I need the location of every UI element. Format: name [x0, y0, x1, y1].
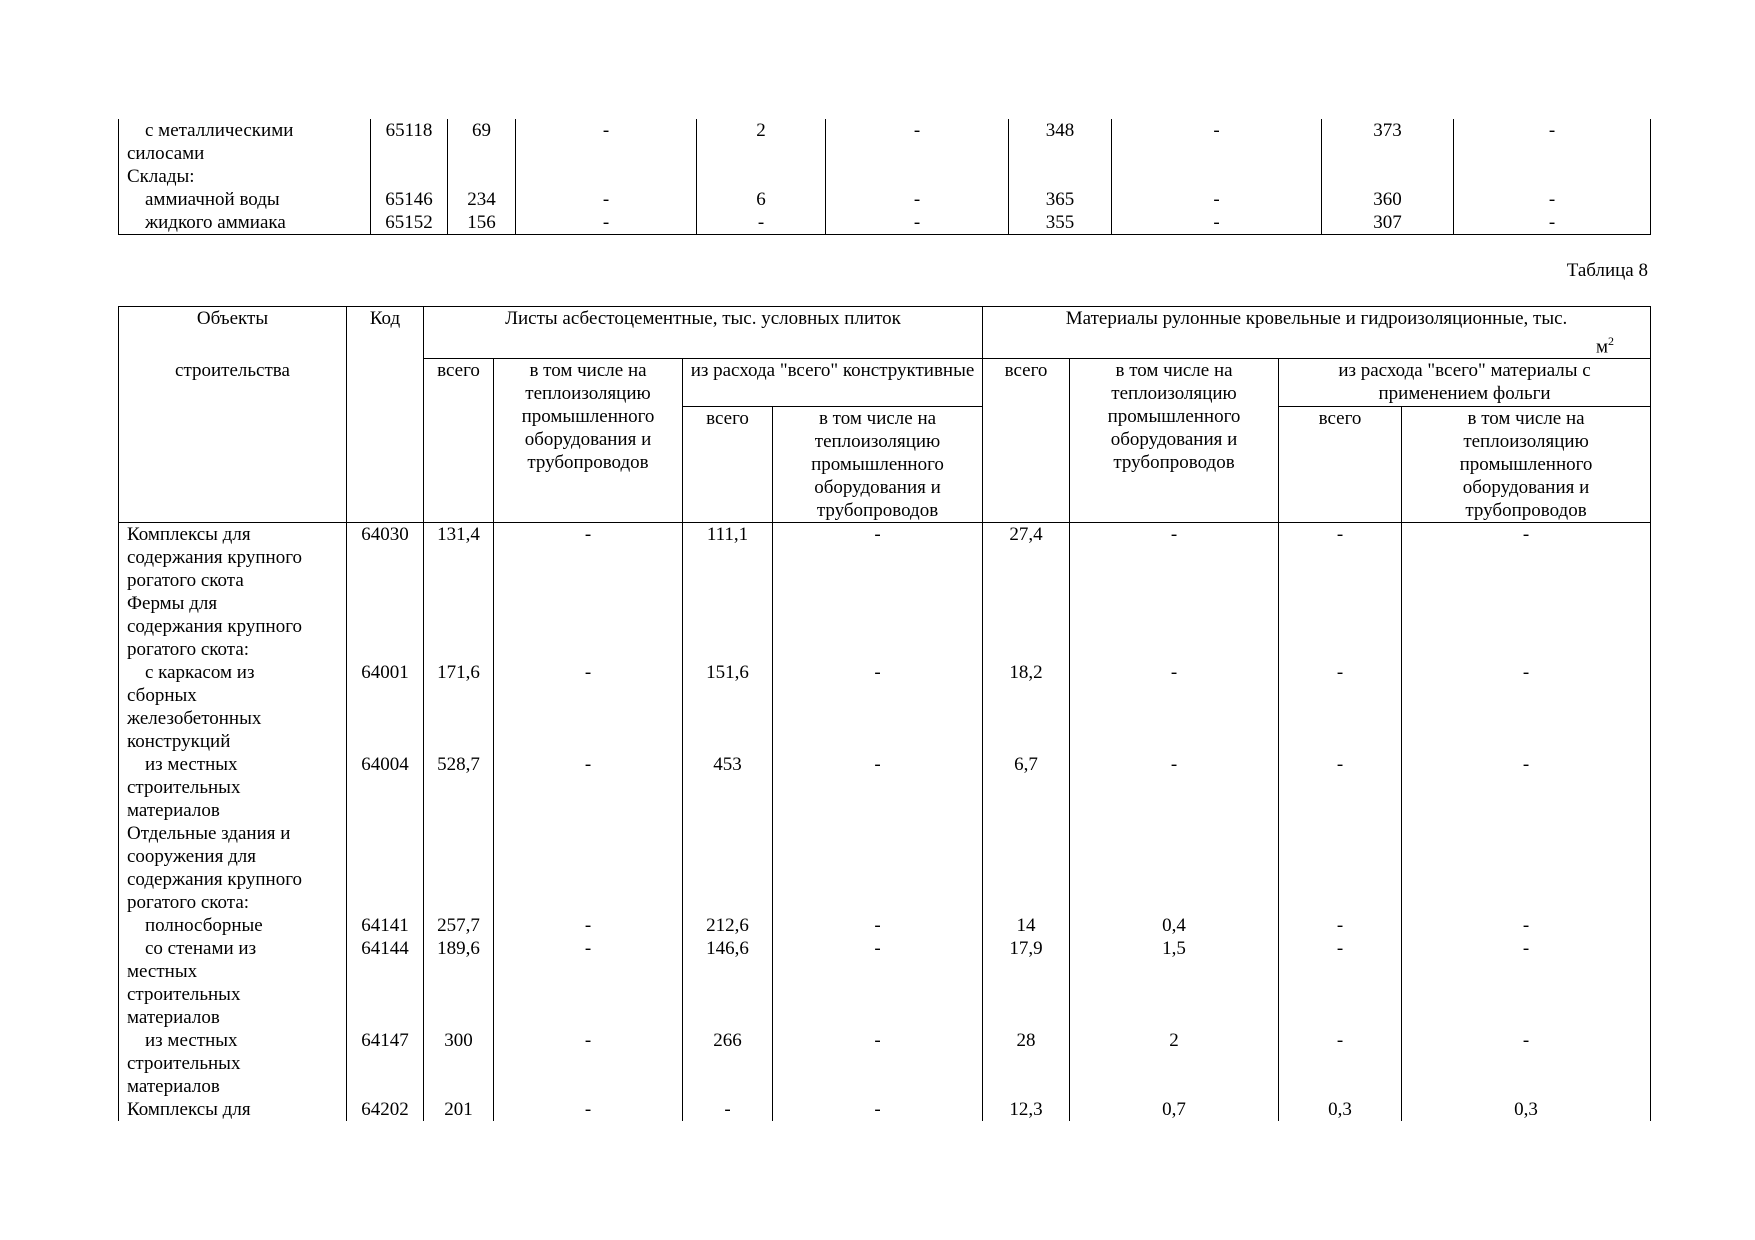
value-cell [516, 165, 697, 188]
value-cell: - [494, 937, 683, 1029]
value-cell [494, 592, 683, 661]
value-cell: 1,5 [1070, 937, 1279, 1029]
value-cell: 14 [983, 914, 1070, 937]
value-cell: 201 [424, 1098, 494, 1121]
value-cell: 146,6 [683, 937, 773, 1029]
value-cell: 355 [1009, 211, 1112, 235]
value-cell: 6,7 [983, 753, 1070, 822]
value-cell [1402, 822, 1651, 914]
object-name: со стенами из местных строительных материалов [119, 937, 347, 1029]
value-cell [448, 165, 516, 188]
value-cell: - [773, 1098, 983, 1121]
value-cell: - [1402, 937, 1651, 1029]
value-cell: 453 [683, 753, 773, 822]
value-cell: 27,4 [983, 523, 1070, 593]
value-cell: 151,6 [683, 661, 773, 753]
value-cell: - [683, 1098, 773, 1121]
value-cell [1112, 165, 1322, 188]
value-cell [773, 592, 983, 661]
value-cell [1070, 822, 1279, 914]
value-cell: 18,2 [983, 661, 1070, 753]
value-cell: - [1112, 211, 1322, 235]
header-g2-sub-insulation: в том числе на теплоизоляцию промышленного оборудования и трубопроводов [1402, 407, 1651, 523]
value-cell: - [1112, 119, 1322, 165]
value-cell: - [1402, 1029, 1651, 1098]
value-cell: 69 [448, 119, 516, 165]
value-cell: 365 [1009, 188, 1112, 211]
value-cell: - [773, 1029, 983, 1098]
value-cell: - [516, 188, 697, 211]
header-g1-constructive: из расхода "всего" конструктивные [683, 359, 983, 407]
code-cell: 65152 [371, 211, 448, 235]
header-g2-foil: из расхода "всего" материалы с применением фольги [1279, 359, 1651, 407]
table-row [119, 661, 1651, 753]
value-cell: 266 [683, 1029, 773, 1098]
value-cell [683, 592, 773, 661]
value-cell: 0,7 [1070, 1098, 1279, 1121]
value-cell: 212,6 [683, 914, 773, 937]
value-cell: - [516, 211, 697, 235]
value-cell: 300 [424, 1029, 494, 1098]
value-cell [1009, 165, 1112, 188]
header-g1-insulation: в том числе на теплоизоляцию промышленного оборудования и трубопроводов [494, 359, 683, 523]
table-caption: Таблица 8 [1566, 260, 1648, 281]
value-cell [1279, 592, 1402, 661]
object-name: полносборные [119, 914, 347, 937]
value-cell: - [1454, 119, 1651, 165]
value-cell [983, 822, 1070, 914]
value-cell: - [826, 119, 1009, 165]
table-row [119, 523, 1651, 593]
value-cell: - [494, 753, 683, 822]
value-cell: - [773, 523, 983, 593]
value-cell: - [1070, 753, 1279, 822]
value-cell: - [516, 119, 697, 165]
object-name: Фермы для содержания крупного рогатого скота: [119, 592, 347, 661]
value-cell: 360 [1322, 188, 1454, 211]
code-cell: 64004 [347, 753, 424, 822]
code-cell: 64030 [347, 523, 424, 593]
value-cell: 17,9 [983, 937, 1070, 1029]
value-cell: - [494, 523, 683, 593]
header-g1-sub-insulation: в том числе на теплоизоляцию промышленного оборудования и трубопроводов [773, 407, 983, 523]
object-name: с каркасом из сборных железобетонных конструкций [119, 661, 347, 753]
value-cell: - [1070, 661, 1279, 753]
object-name: из местных строительных материалов [119, 753, 347, 822]
table-row [119, 753, 1651, 822]
code-cell [347, 592, 424, 661]
table-row [119, 592, 1651, 661]
header-objects-2: строительства [119, 359, 347, 523]
value-cell: 156 [448, 211, 516, 235]
value-cell: - [773, 914, 983, 937]
value-cell: 111,1 [683, 523, 773, 593]
header-objects: Объекты [119, 307, 347, 359]
code-cell [347, 822, 424, 914]
value-cell: - [1279, 753, 1402, 822]
value-cell: - [494, 914, 683, 937]
table-row [119, 914, 1651, 937]
value-cell [683, 822, 773, 914]
object-name: Отдельные здания и сооружения для содержания крупного рогатого скота: [119, 822, 347, 914]
header-g1-sub-total: всего [683, 407, 773, 523]
value-cell: - [1279, 937, 1402, 1029]
value-cell: - [697, 211, 826, 235]
value-cell: 2 [1070, 1029, 1279, 1098]
table-8 [118, 306, 1651, 1121]
table-continuation-body [119, 119, 1651, 235]
value-cell: 2 [697, 119, 826, 165]
value-cell [494, 822, 683, 914]
value-cell [983, 592, 1070, 661]
value-cell: - [1402, 914, 1651, 937]
table-continuation [118, 119, 1651, 235]
code-cell: 64141 [347, 914, 424, 937]
value-cell: - [494, 1029, 683, 1098]
table-8-body [119, 523, 1651, 1122]
value-cell [697, 165, 826, 188]
code-cell: 64144 [347, 937, 424, 1029]
header-g1-total: всего [424, 359, 494, 523]
code-cell: 64147 [347, 1029, 424, 1098]
value-cell [1322, 165, 1454, 188]
value-cell: - [1402, 753, 1651, 822]
object-name: Склады: [119, 165, 371, 188]
value-cell [826, 165, 1009, 188]
code-cell: 65146 [371, 188, 448, 211]
code-cell: 65118 [371, 119, 448, 165]
table-8-header [119, 307, 1651, 523]
value-cell: 528,7 [424, 753, 494, 822]
header-roll-materials-unit: $м^2$ [1596, 334, 1615, 358]
value-cell: - [1454, 211, 1651, 235]
value-cell: - [826, 188, 1009, 211]
object-name: Комплексы для содержания крупного рогатого скота [119, 523, 347, 593]
value-cell [424, 592, 494, 661]
value-cell: - [1070, 523, 1279, 593]
table-row [119, 211, 1651, 235]
value-cell: 257,7 [424, 914, 494, 937]
value-cell [1279, 822, 1402, 914]
header-code-empty [347, 359, 424, 523]
value-cell: 6 [697, 188, 826, 211]
object-name: Комплексы для [119, 1098, 347, 1121]
header-g2-total: всего [983, 359, 1070, 523]
value-cell: 171,6 [424, 661, 494, 753]
value-cell [424, 822, 494, 914]
value-cell: 131,4 [424, 523, 494, 593]
table-row [119, 188, 1651, 211]
table-row [119, 937, 1651, 1029]
header-roll-materials-text: Материалы рулонные кровельные и гидроизоляционные, тыс. [1065, 308, 1568, 329]
header-asbestos-sheets: Листы асбестоцементные, тыс. условных плиток [424, 307, 983, 359]
header-g2-sub-total: всего [1279, 407, 1402, 523]
table-row [119, 119, 1651, 165]
value-cell: - [1279, 1029, 1402, 1098]
value-cell: 0,3 [1279, 1098, 1402, 1121]
value-cell: 12,3 [983, 1098, 1070, 1121]
code-cell: 64202 [347, 1098, 424, 1121]
table-row [119, 1098, 1651, 1121]
value-cell: 234 [448, 188, 516, 211]
header-roll-materials [983, 307, 1651, 359]
table-row [119, 165, 1651, 188]
value-cell: - [773, 753, 983, 822]
object-name: из местных строительных материалов [119, 1029, 347, 1098]
table-row [119, 1029, 1651, 1098]
value-cell: - [826, 211, 1009, 235]
object-name: жидкого аммиака [119, 211, 371, 235]
table-row [119, 822, 1651, 914]
value-cell: 0,3 [1402, 1098, 1651, 1121]
value-cell: - [494, 661, 683, 753]
value-cell: 373 [1322, 119, 1454, 165]
value-cell: - [1402, 661, 1651, 753]
value-cell [1402, 592, 1651, 661]
object-name: с металлическими силосами [119, 119, 371, 165]
value-cell: - [1112, 188, 1322, 211]
value-cell: - [1279, 914, 1402, 937]
value-cell: - [1454, 188, 1651, 211]
code-cell: 64001 [347, 661, 424, 753]
code-cell [371, 165, 448, 188]
value-cell: 348 [1009, 119, 1112, 165]
value-cell: 28 [983, 1029, 1070, 1098]
value-cell [1454, 165, 1651, 188]
value-cell: 0,4 [1070, 914, 1279, 937]
value-cell: - [1402, 523, 1651, 593]
value-cell: 189,6 [424, 937, 494, 1029]
header-g2-insulation: в том числе на теплоизоляцию промышленного оборудования и трубопроводов [1070, 359, 1279, 523]
value-cell: - [494, 1098, 683, 1121]
value-cell: 307 [1322, 211, 1454, 235]
header-code: Код [347, 307, 424, 359]
value-cell [1070, 592, 1279, 661]
value-cell [773, 822, 983, 914]
object-name: аммиачной воды [119, 188, 371, 211]
value-cell: - [1279, 523, 1402, 593]
value-cell: - [773, 937, 983, 1029]
value-cell: - [773, 661, 983, 753]
value-cell: - [1279, 661, 1402, 753]
